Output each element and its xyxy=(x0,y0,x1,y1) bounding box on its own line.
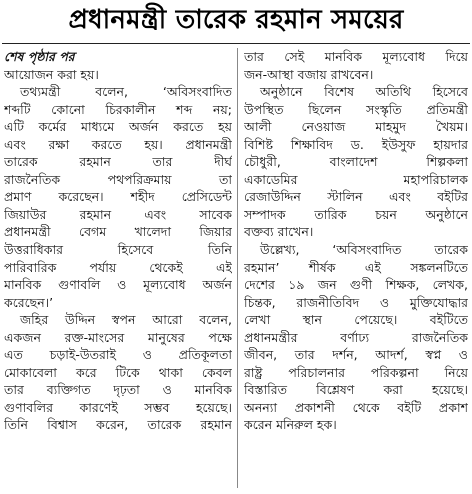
text-line: বক্তব্য রাখেন। xyxy=(244,224,314,240)
text-line: উত্তরাধিকার হিসেবে তিনি xyxy=(4,242,232,258)
headline-rule xyxy=(2,43,470,44)
text-line: করেন মনিরুল হক। xyxy=(244,417,337,433)
text-line: সম্পাদক তারিক চয়ন অনুষ্ঠানে xyxy=(244,206,468,222)
text-line: চিন্তক, রাজনীতিবিদ ও মুক্তিযোদ্ধার xyxy=(244,294,468,310)
text-line: আলী নেওয়াজ মাহমুদ খৈয়ম। xyxy=(244,119,468,135)
text-line: এবং রক্ষা করতে হয়। প্রধানমন্ত্রী xyxy=(4,136,232,152)
text-line: উপস্থিত ছিলেন সংস্কৃতি প্রতিমন্ত্রী xyxy=(244,101,468,117)
text-line: করেছেন।’ xyxy=(4,294,54,310)
text-line: উল্লেখ্য, ‘অবিসংবাদিত তারেক xyxy=(260,242,468,258)
text-line: রাষ্ট্র পরিচালনার পরিকল্পনা নিয়ে xyxy=(244,364,468,380)
text-line: বিস্তারিত বিশ্লেষণ করা হয়েছে। xyxy=(244,382,468,398)
text-line: রাজনৈতিক পথপরিক্রমায় তা xyxy=(4,171,232,187)
text-line: এত চড়াই-উতরাই ও প্রতিকূলতা xyxy=(4,347,232,363)
text-line: তথ্যমন্ত্রী বলেন, ‘অবিসংবাদিত xyxy=(20,84,232,100)
text-line: পারিবারিক পর্যায় থেকেই এই xyxy=(4,259,232,275)
text-line: বিশিষ্ট শিক্ষাবিদ ড. ইউসুফ হায়দার xyxy=(244,136,468,152)
text-line: মানবিক গুণাবলি ও মূল্যবোধ অর্জন xyxy=(4,277,232,293)
article-column-left xyxy=(4,48,232,434)
text-line: অনন্যা প্রকাশনী থেকে বইটি প্রকাশ xyxy=(244,399,468,415)
text-line: মোকাবেলা করে টিকে থাকা কেবল xyxy=(4,364,232,380)
text-line: জন-আস্থা বজায় রাখবেন। xyxy=(244,66,374,82)
text-line: প্রধানমন্ত্রী বেগম খালেদা জিয়ার xyxy=(4,224,232,240)
article-column-right xyxy=(244,48,468,434)
continuation-label: শেষ পৃষ্ঠার পর xyxy=(4,49,75,64)
text-line: চৌধুরী, বাংলাদেশ শিল্পকলা xyxy=(244,154,468,170)
text-line: লেখা স্থান পেয়েছে। বইটিতে xyxy=(244,312,468,328)
text-line: এটি কর্মের মাধ্যমে অর্জন করতে হয় xyxy=(4,119,232,135)
headline: প্রধানমন্ত্রী তারেক রহমান সময়ের xyxy=(68,5,404,35)
text-line: তার ব্যক্তিগত দৃঢ়তা ও মানবিক xyxy=(4,382,232,398)
text-line: শব্দটি কোনো চিরকালীন শব্দ নয়; xyxy=(4,101,232,117)
text-line: তিনি বিশ্বাস করেন, তারেক রহমান xyxy=(4,417,232,433)
text-line: অনুষ্ঠানে বিশেষ অতিথি হিসেবে xyxy=(260,84,468,100)
text-line: প্রমাণ করেছেন। শহীদ প্রেসিডেন্ট xyxy=(4,189,232,205)
text-line: একাডেমির মহাপরিচালক xyxy=(244,171,468,187)
text-line: প্রধানমন্ত্রীর বর্ণাঢ্য রাজনৈতিক xyxy=(244,329,468,345)
text-line: দেশের ১৯ জন গুণী শিক্ষক, লেখক, xyxy=(244,277,468,293)
column-divider xyxy=(237,48,238,488)
text-line: তার সেই মানবিক মূল্যবোধ দিয়ে xyxy=(244,49,468,64)
text-line: গুণাবলির কারণেই সম্ভব হয়েছে। xyxy=(4,399,232,415)
text-line: রেজাউদ্দিন স্টালিন এবং বইটির xyxy=(244,189,468,205)
text-line: জিয়াউর রহমান এবং সাবেক xyxy=(4,206,232,222)
text-line: আয়োজন করা হয়। xyxy=(4,66,99,82)
text-line: জীবন, তার দর্শন, আদর্শ, স্বপ্ন ও xyxy=(244,347,468,363)
text-line: জহির উদ্দিন স্বপন আরো বলেন, xyxy=(20,312,232,328)
text-line: রহমান’ শীর্ষক এই সঙ্কলনটিতে xyxy=(244,259,468,275)
text-line: তারেক রহমান তার দীর্ঘ xyxy=(4,154,232,170)
text-line: একজন রক্ত-মাংসের মানুষের পক্ষে xyxy=(4,329,232,345)
